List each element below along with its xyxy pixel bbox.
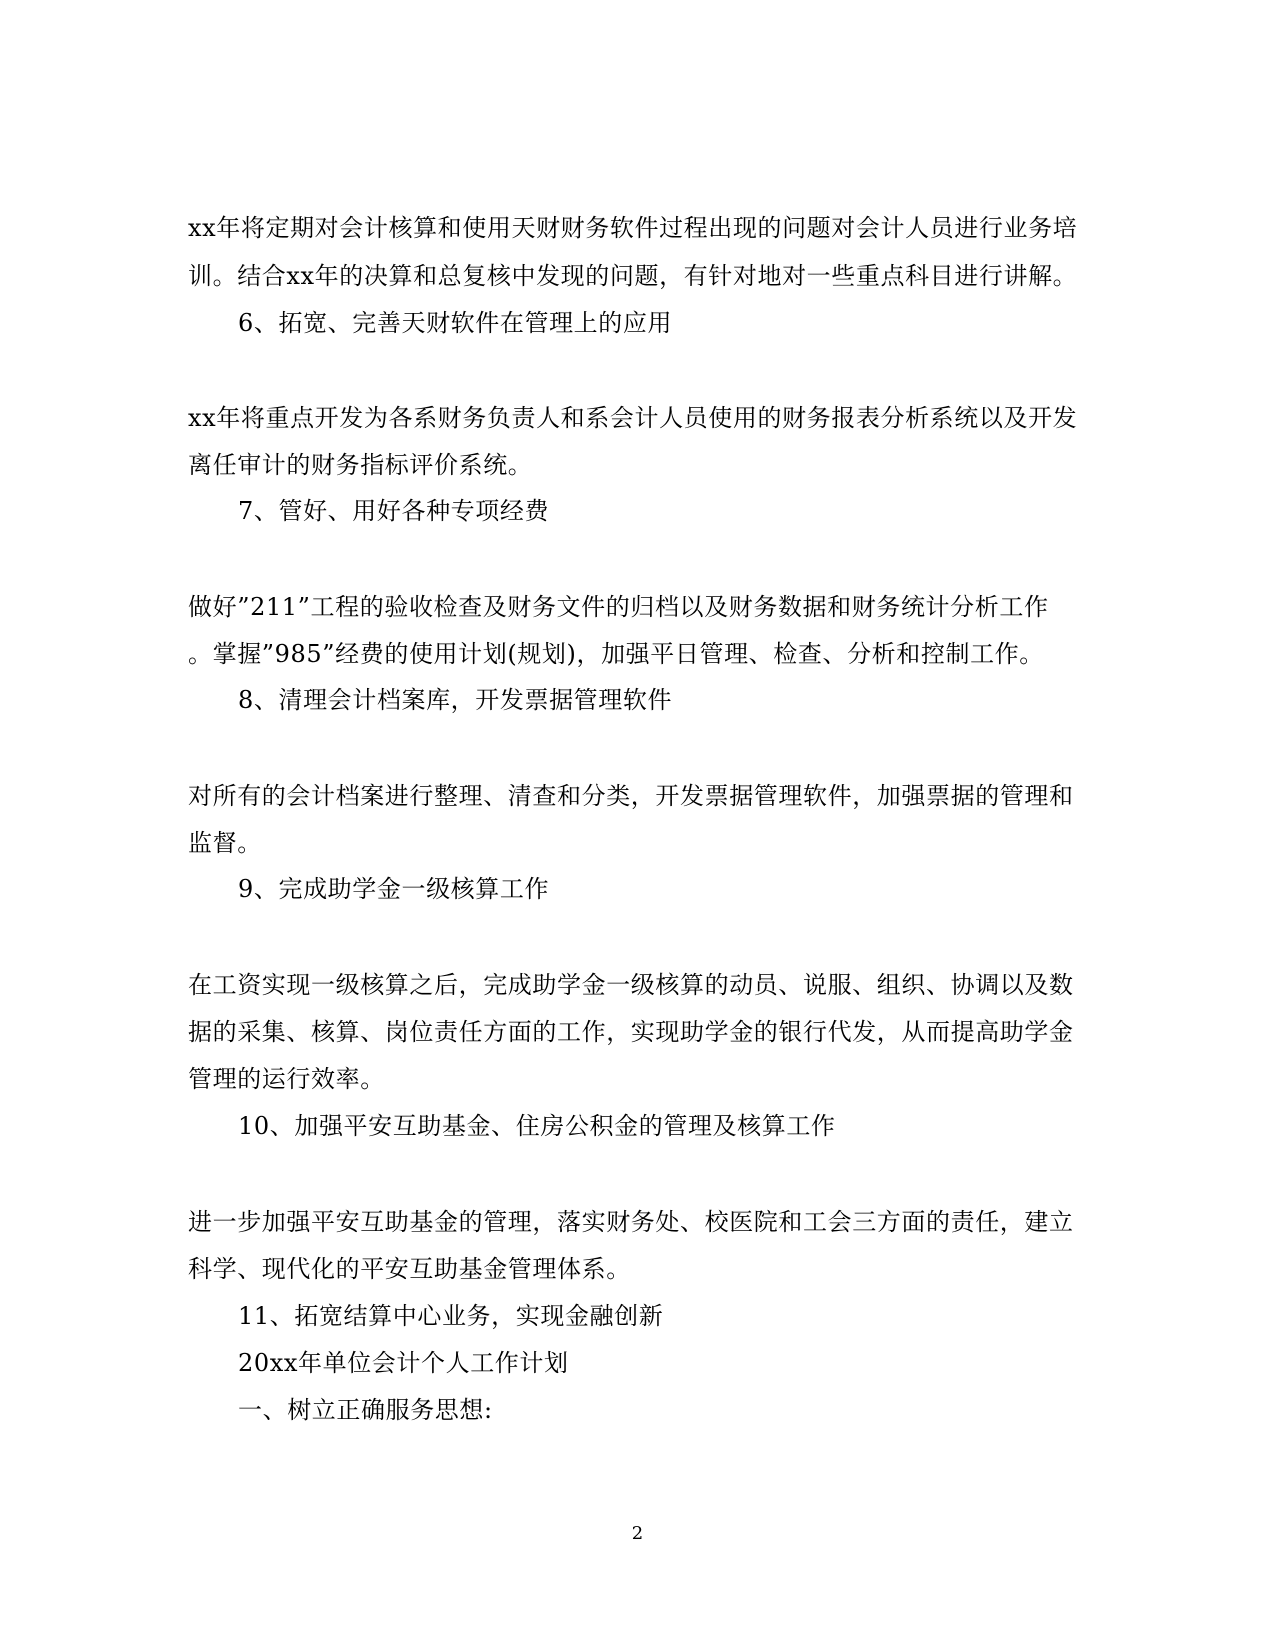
- body-line: 做好”211”工程的验收检查及财务文件的归档以及财务数据和财务统计分析工作: [188, 593, 1049, 621]
- section-heading: 9、完成助学金一级核算工作: [238, 875, 550, 903]
- body-line: 。掌握”985”经费的使用计划(规划)，加强平日管理、检查、分析和控制工作。: [188, 640, 1044, 668]
- section-heading: 6、拓宽、完善天财软件在管理上的应用: [238, 309, 673, 337]
- body-line: 进一步加强平安互助基金的管理，落实财务处、校医院和工会三方面的责任，建立: [188, 1208, 1074, 1236]
- body-line: 据的采集、核算、岗位责任方面的工作，实现助学金的银行代发，从而提高助学金: [188, 1018, 1074, 1046]
- body-line: 管理的运行效率。: [188, 1065, 385, 1093]
- body-line: 科学、现代化的平安互助基金管理体系。: [188, 1255, 631, 1283]
- page-number: 2: [631, 1523, 644, 1544]
- section-heading: 8、清理会计档案库，开发票据管理软件: [238, 686, 673, 714]
- body-line: 训。结合xx年的决算和总复核中发现的问题，有针对地对一些重点科目进行讲解。: [188, 262, 1078, 290]
- body-line: 监督。: [188, 829, 262, 857]
- body-line: 离任审计的财务指标评价系统。: [188, 451, 533, 479]
- section-heading: 7、管好、用好各种专项经费: [238, 497, 550, 525]
- section-heading: 10、加强平安互助基金、住房公积金的管理及核算工作: [238, 1112, 836, 1140]
- body-line: xx年将重点开发为各系财务负责人和系会计人员使用的财务报表分析系统以及开发: [188, 404, 1078, 432]
- body-line: 在工资实现一级核算之后，完成助学金一级核算的动员、说服、组织、协调以及数: [188, 971, 1074, 999]
- body-line: xx年将定期对会计核算和使用天财财务软件过程出现的问题对会计人员进行业务培: [188, 214, 1078, 242]
- document-subtitle: 20xx年单位会计个人工作计划: [238, 1349, 569, 1377]
- section-heading: 11、拓宽结算中心业务，实现金融创新: [238, 1302, 664, 1330]
- body-line: 对所有的会计档案进行整理、清查和分类，开发票据管理软件，加强票据的管理和: [188, 782, 1074, 810]
- section-heading: 一、树立正确服务思想:: [238, 1396, 493, 1424]
